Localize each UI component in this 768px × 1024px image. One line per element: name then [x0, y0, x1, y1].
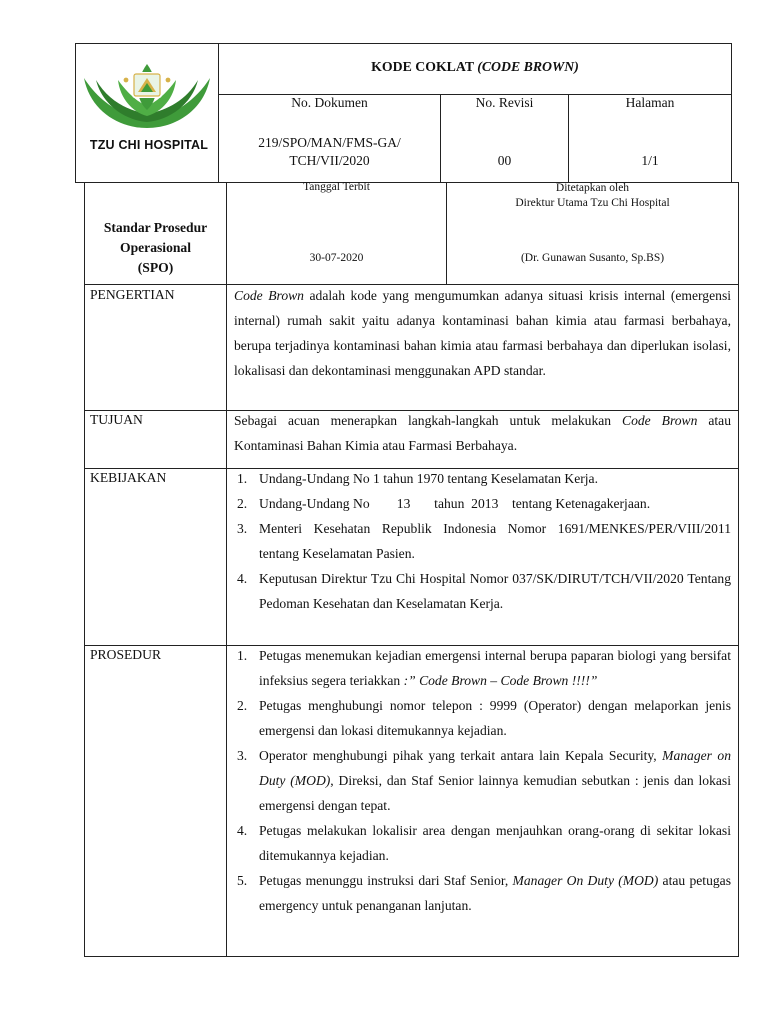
list-item: 2. Petugas menghubungi nomor telepon : 9999 (Operator) dengan melaporkan jenis emergensi dan lokasi ditemukannya kejadian. — [237, 693, 731, 743]
prosedur-list — [237, 643, 731, 918]
tujuan-text-2: atau Kontaminasi Bahan Kimia atau Farmasi Berbahaya. — [234, 413, 731, 453]
hospital-logo — [78, 50, 216, 158]
list-number: 2. — [237, 698, 248, 713]
section-body-tujuan — [234, 408, 731, 458]
spo-line1: Standar Prosedur — [103, 220, 208, 235]
list-item: 5. Petugas menunggu instruksi dari Staf Senior, Manager On Duty (MOD) atau petugas emergency untuk penanganan lanjutan. — [237, 868, 731, 918]
title-plain: KODE COKLAT — [371, 59, 478, 74]
approved-label-line2: Direktur Utama Tzu Chi Hospital — [515, 197, 670, 209]
list-item: 3. Menteri Kesehatan Republik Indonesia Nomor 1691/MENKES/PER/VIII/2011 tentang Keselamatan Pasien. — [237, 516, 731, 566]
approved-label-line1: Ditetapkan oleh — [555, 182, 630, 194]
revision-label: No. Revisi — [475, 95, 534, 110]
header-top-border — [75, 43, 732, 44]
issue-date-value: 30-07-2020 — [309, 252, 364, 264]
approved-by-name: (Dr. Gunawan Susanto, Sp.BS) — [520, 252, 665, 264]
list-number: 3. — [237, 521, 248, 536]
pengertian-text: adalah kode yang mengumumkan adanya situasi krisis internal (emergensi internal) rumah sakit yaitu adanya kontaminasi bahan kimia atau farmasi berbahaya, berupa terjadinya kontaminasi bahan kimia atau farmasi berbahaya dan diperlukan isolasi, lokalisasi dan dekontaminasi menggunakan APD standar. — [234, 288, 732, 378]
doc-no-value-line2: TCH/VII/2020 — [289, 153, 370, 168]
list-number: 3. — [237, 748, 248, 763]
section-label-tujuan: TUJUAN — [90, 412, 143, 427]
approval-block — [447, 181, 738, 211]
list-number: 2. — [237, 496, 248, 511]
list-item: 3. Operator menghubungi pihak yang terkait antara lain Kepala Security, Manager on Duty (MOD), Direksi, dan Staf Senior lainnya kemudian sebutkan : jenis dan lokasi emergensi dengan tepat. — [237, 743, 731, 818]
section-body-pengertian — [234, 283, 731, 383]
section-label-pengertian: PENGERTIAN — [90, 287, 175, 302]
issue-date-label: Tanggal Terbit — [303, 181, 370, 193]
list-item: 4. Keputusan Direktur Tzu Chi Hospital Nomor 037/SK/DIRUT/TCH/VII/2020 Tentang Pedoman Kesehatan dan Keselamatan Kerja. — [237, 566, 731, 616]
kebijakan-list — [237, 466, 731, 616]
list-number: 4. — [237, 823, 248, 838]
list-item: 1. Undang-Undang No 1 tahun 1970 tentang Keselamatan Kerja. — [237, 466, 731, 491]
page-label: Halaman — [625, 95, 675, 110]
header-right-border — [731, 43, 732, 183]
spo-line3: (SPO) — [137, 260, 174, 275]
section-body-kebijakan — [237, 466, 731, 616]
main-right-border — [738, 182, 739, 957]
spo-label — [85, 218, 226, 278]
list-number: 4. — [237, 571, 248, 586]
list-number: 1. — [237, 471, 248, 486]
lotus-logo-icon — [78, 50, 216, 135]
section-label-prosedur: PROSEDUR — [90, 647, 162, 662]
tujuan-italic: Code Brown — [622, 413, 698, 428]
list-item: 2. Undang-Undang No 13 tahun 2013 tentang Ketenagakerjaan. — [237, 491, 731, 516]
header-left-border — [75, 43, 76, 183]
title-italic: (CODE BROWN) — [477, 59, 579, 74]
list-number: 5. — [237, 873, 248, 888]
label-column-divider — [226, 182, 227, 957]
section-body-prosedur — [237, 643, 731, 918]
list-item: 4. Petugas melakukan lokalisir area dengan menjauhkan orang-orang di sekitar lokasi ditemukannya kejadian. — [237, 818, 731, 868]
doc-no-value-line1: 219/SPO/MAN/FMS-GA/ — [258, 135, 401, 150]
list-item: 1. Petugas menemukan kejadian emergensi internal berupa paparan biologi yang bersifat infeksius segera teriakkan :” Code Brown – Code Brown !!!!” — [237, 643, 731, 693]
main-left-border — [84, 182, 85, 957]
document-title — [219, 59, 731, 75]
pengertian-italic-lead: Code Brown — [234, 288, 304, 303]
list-number: 1. — [237, 648, 248, 663]
tujuan-text-1: Sebagai acuan menerapkan langkah-langkah untuk melakukan — [234, 413, 623, 428]
section-label-kebijakan: KEBIJAKAN — [90, 470, 167, 485]
doc-no-label: No. Dokumen — [291, 95, 368, 110]
revision-value: 00 — [497, 153, 512, 168]
logo-caption: TZU CHI HOSPITAL — [89, 138, 209, 152]
spo-line2: Operasional — [120, 240, 191, 255]
page-value: 1/1 — [641, 153, 659, 168]
main-bottom-border — [84, 956, 739, 957]
